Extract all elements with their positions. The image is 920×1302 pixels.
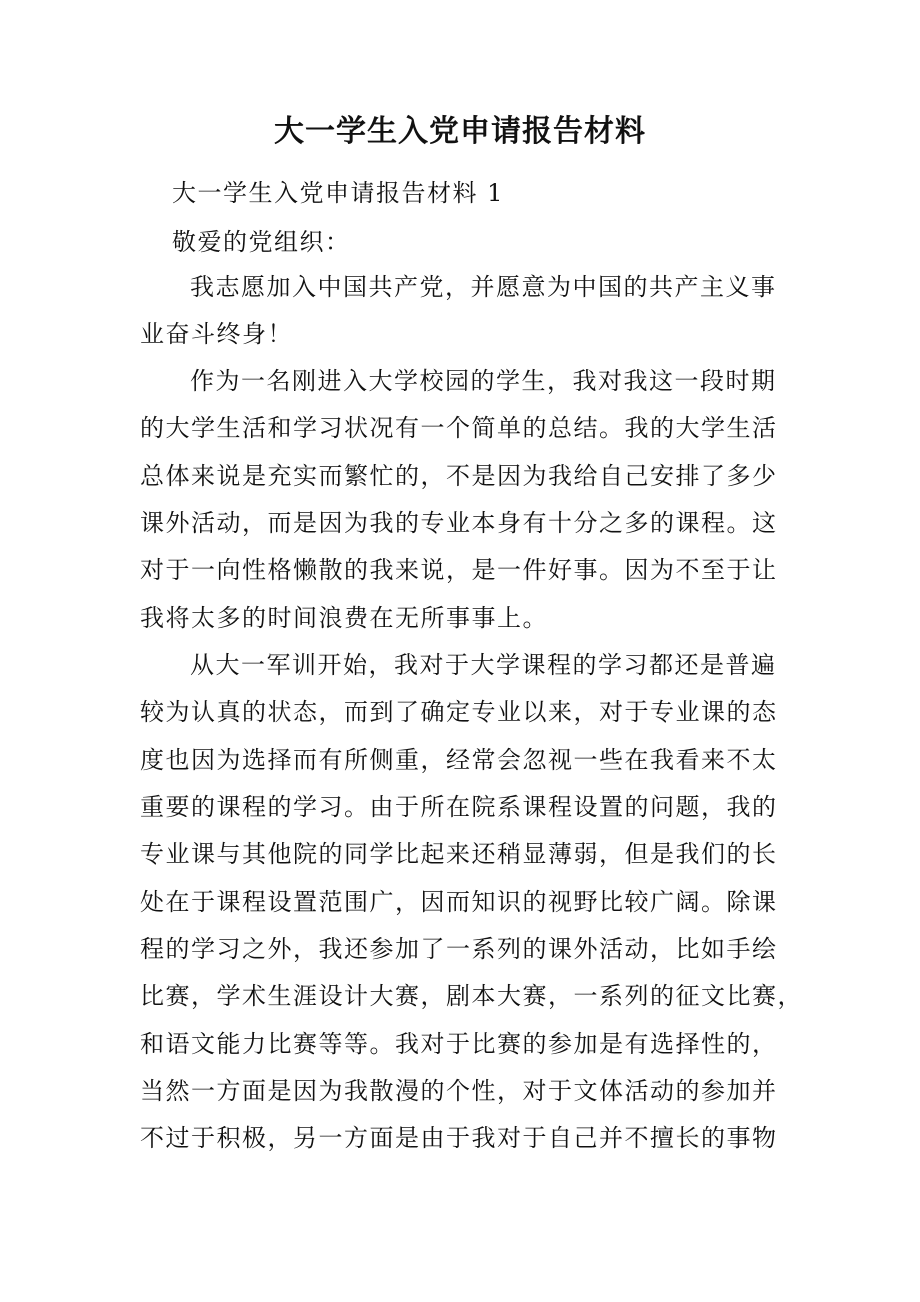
paragraph-line: 比赛，学术生涯设计大赛，剧本大赛，一系列的征文比赛， — [140, 982, 803, 1010]
paragraph-line: 作为一名刚进入大学校园的学生，我对我这一段时期 — [190, 367, 777, 395]
paragraph-line: 我志愿加入中国共产党，并愿意为中国的共产主义事 — [190, 273, 777, 301]
paragraph-line: 重要的课程的学习。由于所在院系课程设置的问题，我的 — [140, 793, 778, 821]
paragraph-line: 总体来说是充实而繁忙的，不是因为我给自己安排了多少 — [140, 462, 778, 490]
paragraph-line: 从大一军训开始，我对于大学课程的学习都还是普遍 — [190, 651, 777, 679]
paragraph-line: 程的学习之外，我还参加了一系列的课外活动，比如手绘 — [140, 935, 778, 963]
salutation: 敬爱的党组织： — [172, 228, 351, 256]
paragraph-line: 当然一方面是因为我散漫的个性，对于文体活动的参加并 — [140, 1077, 778, 1105]
paragraph-line: 课外活动，而是因为我的专业本身有十分之多的课程。这 — [140, 509, 778, 537]
paragraph-line: 较为认真的状态，而到了确定专业以来，对于专业课的态 — [140, 698, 778, 726]
paragraph-line: 和语文能力比赛等等。我对于比赛的参加是有选择性的， — [140, 1030, 778, 1058]
paragraph-line: 不过于积极，另一方面是由于我对于自己并不擅长的事物 — [140, 1124, 778, 1152]
paragraph-line: 处在于课程设置范围广，因而知识的视野比较广阔。除课 — [140, 888, 778, 916]
paragraph-line: 对于一向性格懒散的我来说，是一件好事。因为不至于让 — [140, 556, 778, 584]
document-subtitle: 大一学生入党申请报告材料 1 — [172, 179, 504, 207]
paragraph-line: 业奋斗终身！ — [140, 320, 293, 348]
paragraph-line: 的大学生活和学习状况有一个简单的总结。我的大学生活 — [140, 414, 778, 442]
paragraph-line: 度也因为选择而有所侧重，经常会忽视一些在我看来不太 — [140, 746, 778, 774]
paragraph-line: 我将太多的时间浪费在无所事事上。 — [140, 604, 548, 632]
document-title: 大一学生入党申请报告材料 — [274, 114, 646, 149]
paragraph-line: 专业课与其他院的同学比起来还稍显薄弱，但是我们的长 — [140, 840, 778, 868]
